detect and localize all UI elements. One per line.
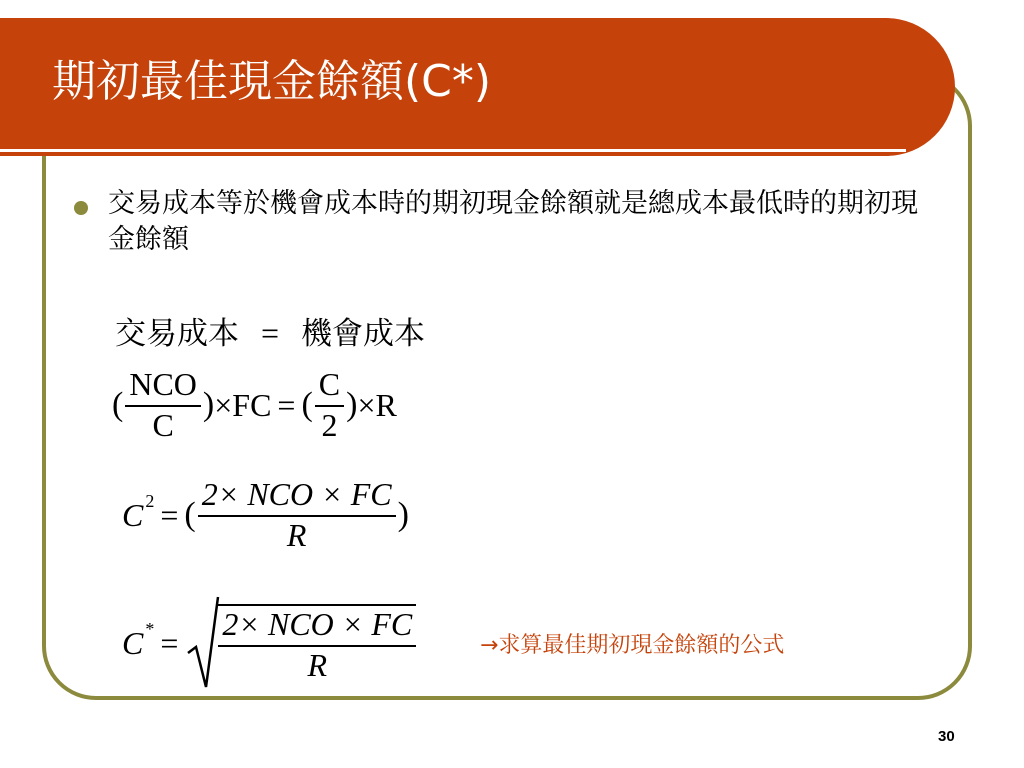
page-number: 30 — [938, 728, 955, 745]
eq4-equals: = — [160, 624, 179, 661]
eq2-fraction-2 — [315, 368, 344, 442]
eq3-denominator: R — [286, 516, 307, 553]
eq3-exponent: 2 — [145, 490, 155, 511]
eq2-times-2: × — [357, 386, 376, 423]
eq2-times-1: × — [214, 386, 233, 423]
eq3-numerator: 2× NCO × FC — [201, 476, 392, 512]
eq3-c: C — [122, 496, 144, 533]
title-bar — [0, 18, 955, 156]
eq2-denominator-1: C — [152, 406, 174, 443]
eq2-r: R — [375, 386, 397, 423]
eq2-fraction-1 — [125, 368, 201, 442]
eq3-close-paren: ) — [397, 496, 409, 534]
eq4-numerator: 2× NCO × FC — [222, 605, 413, 642]
eq2-equals: = — [277, 386, 296, 423]
bullet-text: 交易成本等於機會成本時的期初現金餘額就是總成本最低時的期初現金餘額 — [108, 188, 918, 256]
eq1-equals: = — [261, 315, 280, 351]
eq2-close-paren: ) — [202, 386, 215, 424]
eq2-numerator-1: NCO — [129, 366, 197, 402]
eq1-right: 機會成本 — [301, 316, 426, 352]
eq3-open-paren: ( — [184, 496, 196, 534]
title-underline — [0, 149, 906, 152]
eq2-close-paren-2: ) — [346, 386, 358, 424]
eq1-left: 交易成本 — [115, 316, 239, 352]
slide-title: 期初最佳現金餘額(C*) — [52, 56, 492, 107]
equation-2 — [112, 368, 397, 442]
eq4-c: C — [122, 624, 144, 661]
bullet-icon — [74, 201, 88, 215]
eq2-numerator-2: C — [318, 366, 341, 402]
eq2-denominator-2: 2 — [321, 406, 338, 443]
equation-3 — [122, 478, 409, 552]
eq2-fc: FC — [232, 386, 272, 423]
eq4-fraction — [218, 604, 416, 682]
equation-1 — [115, 308, 425, 353]
square-root — [186, 595, 418, 691]
radical-sign-icon — [186, 595, 220, 691]
formula-note: →求算最佳期初現金餘額的公式 — [480, 633, 785, 658]
eq2-open-paren: ( — [112, 386, 124, 424]
eq4-exponent: * — [145, 618, 155, 639]
eq2-open-paren-2: ( — [301, 386, 313, 424]
eq4-denominator: R — [307, 646, 328, 683]
eq3-fraction — [198, 478, 396, 552]
equation-4 — [122, 595, 418, 691]
eq3-equals: = — [160, 496, 179, 533]
